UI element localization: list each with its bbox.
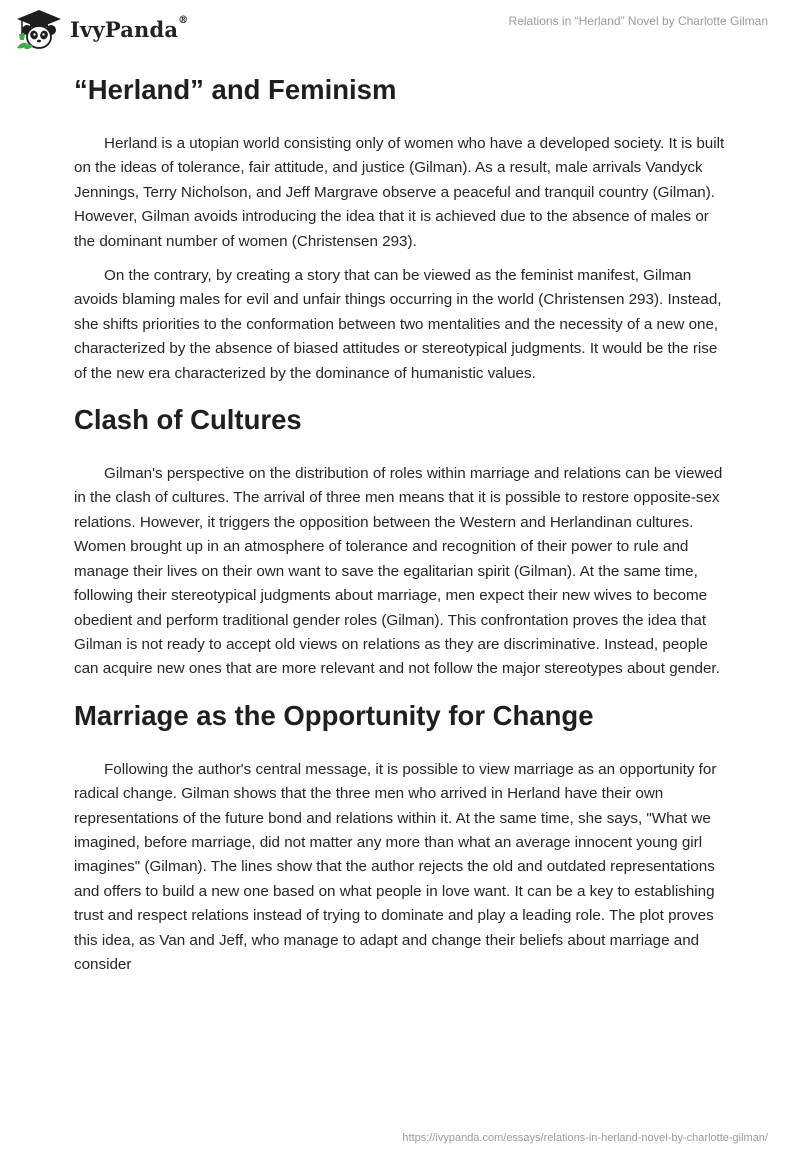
paragraph: On the contrary, by creating a story that can be viewed as the feminist manifest, Gilman avoids blaming males for evil and unfair things occurring in the world (Christensen 293). Instead, she shifts priorities to the conformation between two mentalities and the necessity of a new one, characterized by the absence of biased attitudes or stereotypical judgments. It would be the rise of the new era characterized by the dominance of humanistic values. bbox=[74, 267, 722, 382]
source-url[interactable]: https://ivypanda.com/essays/relations-in-herland-novel-by-charlotte-gilman/ bbox=[402, 1132, 768, 1144]
essay-body bbox=[74, 70, 728, 977]
brand-name bbox=[70, 14, 189, 42]
paragraph: Herland is a utopian world consisting only of women who have a developed society. It is built on the ideas of tolerance, fair attitude, and justice (Gilman). As a result, male arrivals Vandyck Jennings, Terry Nicholson, and Jeff Margrave observe a peaceful and tranquil country (Gilman). However, Gilman avoids introducing the idea that it is achieved due to the absence of males or the dominant number of women (Christensen 293). bbox=[74, 135, 725, 250]
section-heading-clash-of-cultures: Clash of Cultures bbox=[74, 404, 302, 436]
brand-text: IvyPanda bbox=[70, 16, 179, 42]
panda-graduate-icon bbox=[14, 8, 64, 50]
paragraph: Gilman's perspective on the distribution of roles within marriage and relations can be viewed in the clash of cultures. The arrival of three men means that it is possible to restore opposite-sex relations. However, it triggers the opposition between the Western and Herlandinan cultures. Women brought up in an atmosphere of tolerance and recognition of their power to rule and manage their lives on their own want to save the egalitarian spirit (Gilman). At the same time, following their stereotypical judgments about marriage, men expect their new wives to become obedient and perform traditional gender roles (Gilman). This confrontation proves the idea that Gilman is not ready to accept old views on relations as they are discriminative. Instead, people can acquire new ones that are more relevant and not follow the major stereotypes about gender. bbox=[74, 465, 723, 678]
paragraph: Following the author's central message, it is possible to view marriage as an opportunity for radical change. Gilman shows that the three men who arrived in Herland have their own representations of the future bond and relations within it. At the same time, she says, "What we imagined, before marriage, did not matter any more than what an average innocent young girl imagines" (Gilman). The lines show that the author rejects the old and outdated representations and offers to build a new one based on what people in love want. It can be a key to establishing trust and respect relations instead of trying to dominate and play a leading role. The plot proves this idea, as Van and Jeff, who manage to adapt and change their beliefs about marriage and consider bbox=[74, 760, 717, 973]
registered-mark: ® bbox=[178, 14, 189, 26]
ivypanda-logo[interactable] bbox=[14, 8, 188, 50]
page-header bbox=[0, 0, 800, 60]
document-title: Relations in “Herland” Novel by Charlotte Gilman bbox=[508, 14, 768, 28]
section-heading-herland-feminism: “Herland” and Feminism bbox=[74, 74, 397, 105]
section-heading-marriage-change: Marriage as the Opportunity for Change bbox=[74, 699, 594, 731]
